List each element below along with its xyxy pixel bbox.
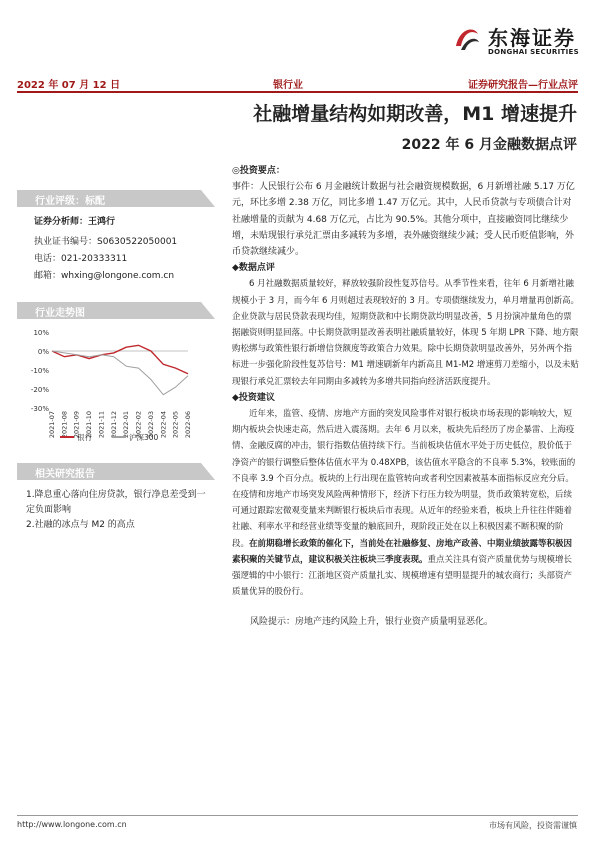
series-line-0 <box>52 345 188 374</box>
x-tick-label: 2021-07 <box>48 411 56 439</box>
header-divider <box>17 91 578 93</box>
chart-lines <box>52 345 188 394</box>
analyst-name: 证券分析师：王鸿行 <box>34 217 116 227</box>
donghai-logo-icon <box>452 24 482 54</box>
x-tick-label: 2021-08 <box>60 411 69 439</box>
event-paragraph: 事件：人民银行公布 6 月金融统计数据与社会融资规模数据，6 月新增社融 5.17 万亿元，环比多增 2.38 万亿，同比多增 1.47 万亿元。其中，人民币贷款与专项债合计对社融增量的贡献为 4.68 万亿元，占比为 90.5%。其他分项中，直接融资同比继续少增，未贴现银行承兑汇票由多减转为多增，表外融资继续少减；受人民币贬值影响，外币贷款继续减少。 <box>232 182 575 258</box>
footer-disclaimer: 市场有风险，投资需谨慎 <box>489 821 577 830</box>
x-tick-label: 2022-05 <box>171 411 180 439</box>
logo-en-text: DONGHAI SECURITIES <box>488 48 579 56</box>
comment-paragraph: 6 月社融数据质量较好，释放较强阶段性复苏信号。从季节性来看，往年 6 月新增社融规模小于 3 月，而今年 6 月则超过表现较好的 3 月。专项债继续发力，单月增量再创新高。企业贷款与居民贷款表现均佳，短期贷款和中长期贷款均明显改善，5 月扮演冲量角色的票据融资则明显回落。中长期贷款明显改善表明社融质量较好，体现 5 年期 LPR 下降、地方限购松绑与政策性银行新增信贷额度等政策合力效果。除中长期贷款明显改善外，另外两个指标进一步强化阶段性复苏信号：M1 增速刷新年内新高且 M1-M2 增速剪刀差缩小，以及未贴现银行承兑汇票较去年同期由多减转为多增共同指向经济活跃度提升。 <box>232 279 579 387</box>
advice-normal-text: 近年来，监管、疫情、房地产方面的突发风险事件对银行板块市场表现的影响较大，短期内板块会快速走高，然后进入震荡期。去年 6 月以来，板块先后经历了房企暴雷、上海疫情、金融反腐的冲击，银行指数估值持续下行。当前板块估值水平处于历史低位，股价低于净资产的银行调整后整体估值水平为 0.48XPB，该估值水平隐含的不良率 5.3%，较账面的不良率 3.9 个百分点。板块的上行出现在监管转向或者利空因素被基本面指标反应充分后。在疫情和房地产市场突发风险两种情形下，经济下行压力较为明显，货币政策转宽松，后续可通过跟踪宏微观变量来判断银行板块后市表现。从近年的经验来看，板块上升往往伴随着社融、利率水平和经营业绩等变量的触底回升，现阶段正处在以上积极因素不断积聚的阶段。 <box>232 409 576 549</box>
rating-header: 行业评级：标配 <box>17 190 215 207</box>
series-line-1 <box>52 351 188 395</box>
report-title: 社融增量结构如期改善，M1 增速提升 <box>253 103 577 125</box>
report-date: 2022 年 07 月 12 日 <box>17 80 121 91</box>
advice-tail-text: 重点关注具有资产质量优势与规模增长强逻辑的中小银行：江浙地区资产质量扎实、规模增速有望明显提升的城农商行；头部资产质量优异的股份行。 <box>232 554 573 598</box>
email-address: 邮箱：whxing@longone.com.cn <box>34 271 175 281</box>
risk-warning: 风险提示：房地产违约风险上升，银行业资产质量明显恶化。 <box>250 617 494 628</box>
trend-header: 行业走势图 <box>17 302 215 319</box>
y-tick-label: 10% <box>33 329 49 337</box>
y-tick-label: -10% <box>30 367 49 375</box>
company-logo <box>452 22 578 66</box>
x-tick-label: 2022-02 <box>134 411 143 439</box>
x-tick-label: 2021-12 <box>109 411 118 439</box>
footer-website-link[interactable]: http://www.longone.com.cn <box>17 820 127 829</box>
x-tick-label: 2021-10 <box>85 411 94 439</box>
comment-title: ◆数据点评 <box>232 263 275 274</box>
legend-label-0: 银行 <box>77 433 92 442</box>
chart-axes <box>31 329 192 438</box>
related-report-1[interactable]: 1.降息重心落向住房贷款，银行净息差受到一定负面影响 <box>26 490 206 515</box>
advice-title: ◆投资建议 <box>232 392 275 403</box>
x-tick-label: 2022-03 <box>146 411 155 439</box>
advice-bold-text: 在前期稳增长政策的催化下，当前处在社融修复、房地产政善、中期业绩披露等积极因素积聚的关键节点，建议积极关注板块三季度表现。 <box>232 538 573 565</box>
legend-label-1: 沪深300 <box>129 433 159 442</box>
license-number: 执业证书编号：S0630522050001 <box>34 237 178 247</box>
industry-trend-chart <box>20 328 220 444</box>
related-reports-header: 相关研究报告 <box>17 463 215 480</box>
footer-divider <box>17 815 578 816</box>
y-tick-label: 0% <box>37 348 49 356</box>
related-report-2[interactable]: 2.社融的冰点与 M2 的高点 <box>26 520 135 530</box>
x-tick-label: 2022-04 <box>159 411 168 439</box>
industry-name: 银行业 <box>273 80 303 91</box>
logo-cn-text: 东海证券 <box>488 26 576 50</box>
x-tick-label: 2021-09 <box>72 411 81 439</box>
x-tick-label: 2021-11 <box>97 411 106 439</box>
report-type: 证券研究报告—行业点评 <box>468 80 578 91</box>
x-tick-label: 2022-01 <box>122 411 131 439</box>
report-subtitle: 2022 年 6 月金融数据点评 <box>401 137 577 153</box>
report-header-bar <box>17 73 578 91</box>
y-tick-label: -20% <box>30 386 49 394</box>
highlights-title: ◎投资要点： <box>232 166 285 176</box>
x-tick-label: 2022-06 <box>184 411 192 439</box>
y-tick-label: -30% <box>30 405 49 413</box>
advice-paragraph <box>232 406 580 600</box>
phone-number: 电话：021-20333311 <box>34 254 128 264</box>
main-content <box>232 163 580 631</box>
